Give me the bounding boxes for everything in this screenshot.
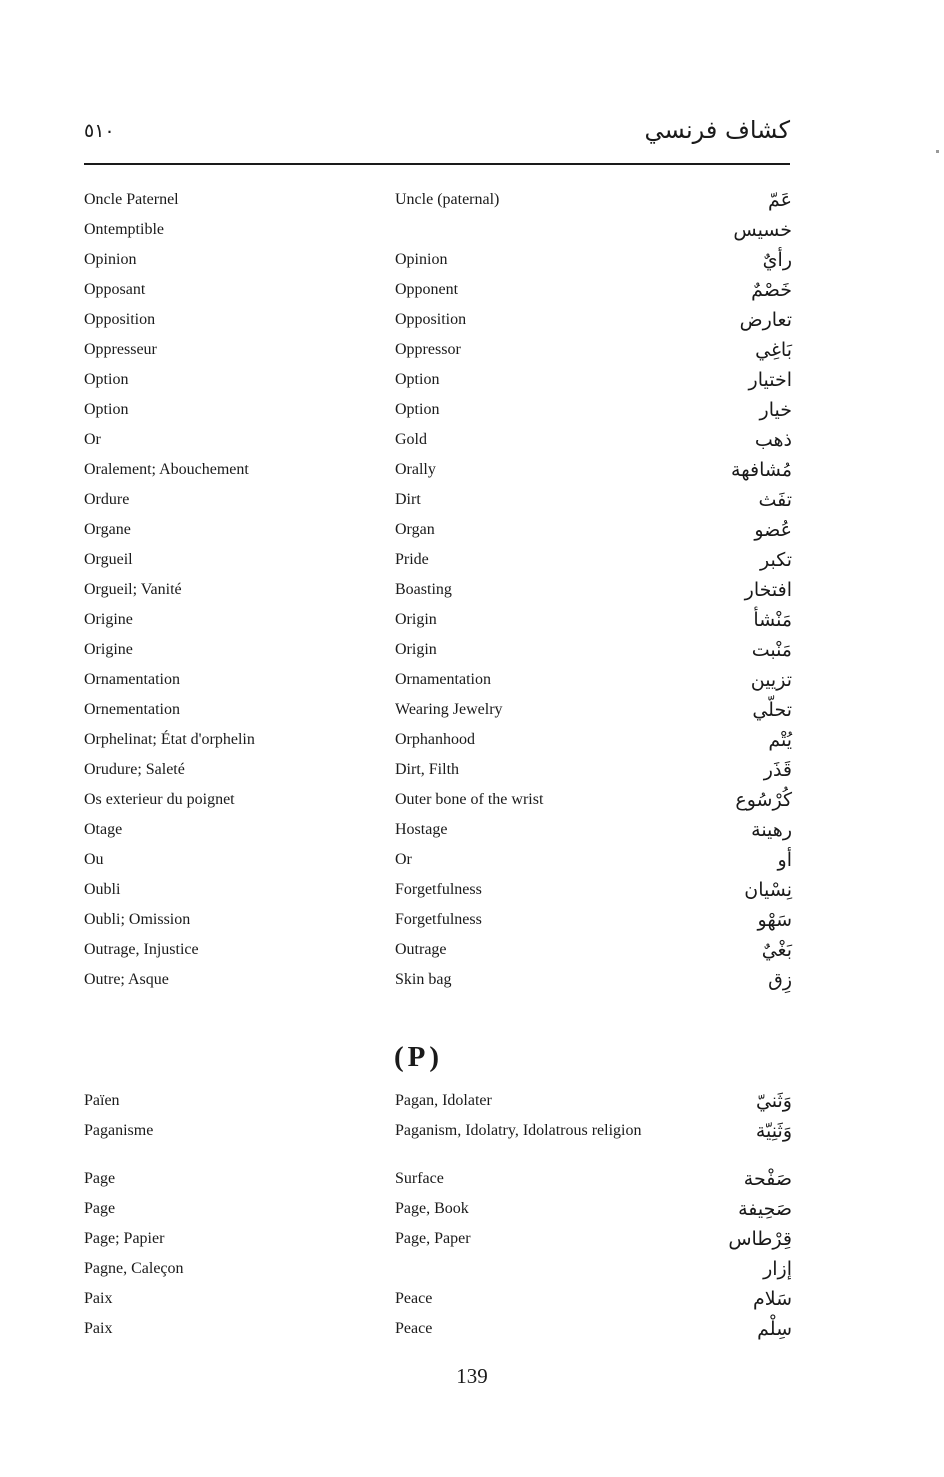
french-term: Oralement; Abouchement: [84, 461, 249, 478]
page-header: [84, 112, 790, 168]
english-term: Gold: [395, 431, 427, 448]
list-item: [0, 1319, 944, 1349]
list-item: [0, 250, 944, 280]
list-item: [0, 1199, 944, 1229]
page-number: 139: [456, 1364, 488, 1388]
list-item: [0, 850, 944, 880]
french-term: Or: [84, 431, 101, 448]
list-item: [0, 910, 944, 940]
french-term: Otage: [84, 821, 123, 838]
arabic-term: صَحِيفة: [738, 1198, 792, 1220]
arabic-term: سَهْو: [757, 909, 792, 931]
french-term: Païen: [84, 1092, 120, 1109]
list-item: [0, 220, 944, 250]
english-term: Opinion: [395, 251, 448, 268]
french-term: Ontemptible: [84, 221, 164, 238]
french-term: Page: [84, 1200, 116, 1217]
arabic-term: أو: [777, 849, 792, 871]
list-item: [0, 790, 944, 820]
arabic-term: رأيٌ: [762, 249, 792, 271]
list-item: [0, 1121, 944, 1151]
french-term: Pagne, Caleçon: [84, 1260, 184, 1277]
list-item: [0, 190, 944, 220]
french-term: Orgueil: [84, 551, 133, 568]
arabic-term: صَفْحة: [743, 1168, 792, 1190]
list-item: [0, 1289, 944, 1319]
french-term: Opinion: [84, 251, 137, 268]
arabic-term: تعارض: [739, 309, 792, 331]
french-term: Oubli: [84, 881, 121, 898]
english-term: Origin: [395, 611, 437, 628]
page-title: كشاف فرنسي: [644, 116, 790, 144]
french-term: Ornamentation: [84, 671, 180, 688]
english-term: Pride: [395, 551, 429, 568]
arabic-term: خيار: [759, 399, 792, 421]
english-term: Forgetfulness: [395, 881, 482, 898]
english-term: Origin: [395, 641, 437, 658]
french-term: Oncle Paternel: [84, 191, 179, 208]
arabic-term: سِلْم: [757, 1318, 792, 1340]
english-term: Paganism, Idolatry, Idolatrous religion: [395, 1122, 642, 1139]
french-term: Outrage, Injustice: [84, 941, 199, 958]
english-term: Dirt: [395, 491, 421, 508]
list-item: [0, 580, 944, 610]
list-item: [0, 430, 944, 460]
edge-mark: [936, 150, 939, 153]
french-term: Page: [84, 1170, 116, 1187]
list-item: [0, 700, 944, 730]
french-term: Ornementation: [84, 701, 180, 718]
list-item: [0, 610, 944, 640]
french-term: Ordure: [84, 491, 130, 508]
english-term: Wearing Jewelry: [395, 701, 503, 718]
list-item: [0, 1169, 944, 1199]
header-rule: [84, 163, 790, 165]
english-term: Ornamentation: [395, 671, 491, 688]
french-term: Opposition: [84, 311, 156, 328]
english-term: Pagan, Idolater: [395, 1092, 492, 1109]
arabic-term: زِق: [768, 969, 792, 991]
arabic-term: تفَث: [758, 489, 792, 511]
list-item: [0, 370, 944, 400]
english-term: Option: [395, 401, 440, 418]
english-term: Orally: [395, 461, 436, 478]
arabic-term: سَلام: [752, 1288, 792, 1310]
arabic-term: خَصْمٌ: [751, 279, 792, 301]
list-item: [0, 730, 944, 760]
list-item: [0, 670, 944, 700]
arabic-term: تزيين: [750, 669, 792, 691]
french-term: Paganisme: [84, 1122, 154, 1139]
english-term: Organ: [395, 521, 435, 538]
french-term: Organe: [84, 521, 131, 538]
arabic-term: إزار: [763, 1258, 792, 1280]
french-term: Option: [84, 371, 129, 388]
list-item: [0, 520, 944, 550]
english-term: Boasting: [395, 581, 452, 598]
french-term: Os exterieur du poignet: [84, 791, 235, 808]
english-term: Skin bag: [395, 971, 452, 988]
english-term: Surface: [395, 1170, 444, 1187]
list-item: [0, 550, 944, 580]
list-item: [0, 340, 944, 370]
list-item: [0, 1229, 944, 1259]
arabic-term: بَاغِي: [755, 339, 792, 361]
french-term: Option: [84, 401, 129, 418]
arabic-term: افتخار: [744, 579, 792, 601]
english-term: Page, Book: [395, 1200, 469, 1217]
english-term: Hostage: [395, 821, 448, 838]
arabic-term: مُشافهة: [731, 459, 792, 481]
french-term: Outre; Asque: [84, 971, 169, 988]
arabic-term: رهينة: [751, 819, 792, 841]
english-term: Oppressor: [395, 341, 461, 358]
list-item: [0, 310, 944, 340]
english-term: Uncle (paternal): [395, 191, 500, 208]
arabic-term: وَثَنيّ: [755, 1090, 792, 1112]
english-term: Peace: [395, 1320, 433, 1337]
arabic-term: وَثَنِيّة: [755, 1120, 792, 1142]
french-term: Orphelinat; État d'orphelin: [84, 731, 255, 748]
arabic-term: قَذَر: [763, 759, 792, 781]
list-item: [0, 970, 944, 1000]
french-term: Orgueil; Vanité: [84, 581, 182, 598]
french-term: Paix: [84, 1290, 113, 1307]
english-term: Or: [395, 851, 412, 868]
french-term: Oubli; Omission: [84, 911, 191, 928]
arabic-term: مَنْبت: [751, 639, 792, 661]
english-term: Option: [395, 371, 440, 388]
list-item: [0, 820, 944, 850]
arabic-term: كُرْسُوع: [735, 789, 792, 811]
english-term: Opposition: [395, 311, 467, 328]
list-item: [0, 640, 944, 670]
english-term: Opponent: [395, 281, 459, 298]
section-heading-p: (P): [394, 1041, 444, 1073]
arabic-page-number: ٥١٠: [84, 120, 115, 142]
list-item: [0, 400, 944, 430]
arabic-term: خسيس: [733, 219, 792, 241]
french-term: Page; Papier: [84, 1230, 165, 1247]
french-term: Origine: [84, 641, 133, 658]
english-term: Dirt, Filth: [395, 761, 460, 778]
arabic-term: تحلّي: [752, 699, 792, 721]
list-item: [0, 280, 944, 310]
list-item: [0, 940, 944, 970]
arabic-term: عُضو: [754, 519, 792, 541]
list-item: [0, 460, 944, 490]
list-item: [0, 490, 944, 520]
list-item: [0, 880, 944, 910]
english-term: Forgetfulness: [395, 911, 482, 928]
french-term: Paix: [84, 1320, 113, 1337]
list-item: [0, 1259, 944, 1289]
english-term: Outrage: [395, 941, 447, 958]
list-item: [0, 1091, 944, 1121]
arabic-term: يُتْم: [768, 729, 792, 751]
english-term: Orphanhood: [395, 731, 475, 748]
arabic-term: اختيار: [748, 369, 792, 391]
arabic-term: مَنْشأ: [753, 609, 792, 631]
arabic-term: بَغْيٌ: [761, 939, 792, 961]
arabic-term: تكبر: [760, 549, 792, 571]
arabic-term: نِسْيان: [744, 879, 792, 901]
english-term: Page, Paper: [395, 1230, 471, 1247]
french-term: Oppresseur: [84, 341, 157, 358]
arabic-term: قِرْطاس: [728, 1228, 792, 1250]
english-term: Outer bone of the wrist: [395, 791, 544, 808]
french-term: Opposant: [84, 281, 146, 298]
arabic-term: عَمّ: [768, 189, 792, 211]
french-term: Origine: [84, 611, 133, 628]
arabic-term: ذهب: [754, 429, 792, 451]
french-term: Ou: [84, 851, 104, 868]
french-term: Orudure; Saleté: [84, 761, 185, 778]
english-term: Peace: [395, 1290, 433, 1307]
list-item: [0, 760, 944, 790]
